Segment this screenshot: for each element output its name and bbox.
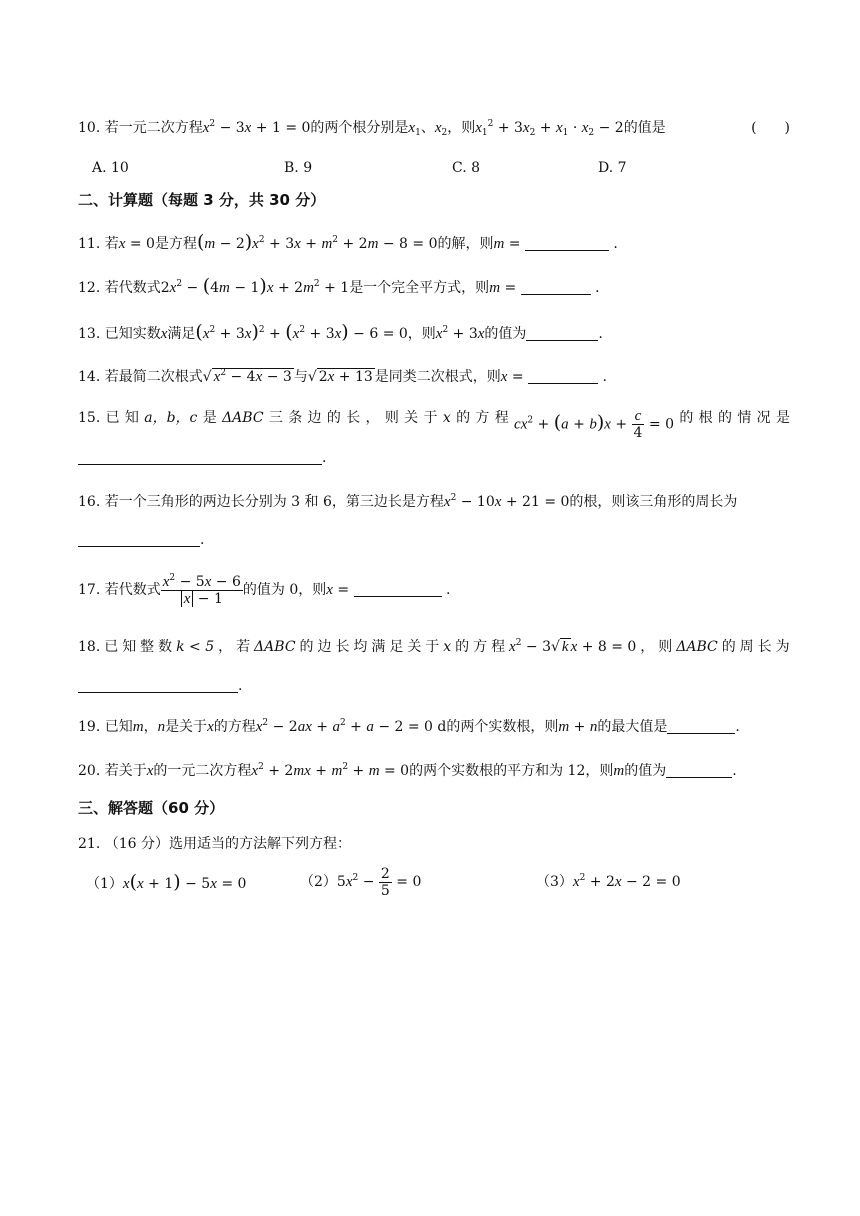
equation: $x^2 - 3√$ k x + 8 = 0 (509, 638, 637, 655)
section-heading-3: 三、解答题（60 分） (78, 799, 225, 817)
answer-blank[interactable] (528, 369, 598, 384)
question-15: 15. 已 知 a，b，c 是 ΔABC 三 条 边 的 长 ， 则 关 于 x 的 方 程 $cx^2 + (a + b)x$ + $\frac{c}{4}$ = 0 的 根 的 情 况 是 (78, 408, 790, 441)
question-number: 20. (78, 763, 101, 779)
question-19: 19. 已知m，n是关于x的方程$x^2 - 2ax + a^2 + a - 2 = 0$ d的两个实数根，则m + n的最大值是 . (78, 718, 740, 735)
question-21: 21. （16 分）选用适当的方法解下列方程： (78, 836, 351, 852)
answer-blank[interactable] (666, 763, 732, 778)
question-number: 11. (78, 236, 101, 252)
question-12: 12. 若代数式$2x^2 - (4m - 1)x + 2m^2 + 1$是一个完全平方式，则m = . (78, 275, 600, 297)
question-number: 12. (78, 280, 101, 296)
option-b: B. 9 (284, 160, 313, 176)
equation-3: $(3)x^2 + 2x - 2 = 0$ (536, 873, 681, 890)
answer-blank[interactable] (521, 280, 591, 295)
question-16-answer-line: . (78, 530, 790, 550)
question-16: 16. 若一个三角形的两边长分别为 3 和 6，第三边长是方程$x^2 - 10x + 21 = 0$的根，则该三角形的周长为 (78, 493, 738, 510)
equation-1: （1）x(x + 1) − 5x = 0 (86, 871, 247, 893)
question-21-equations (78, 860, 790, 904)
question-number: 10. (78, 120, 101, 136)
answer-parentheses: ( ) (751, 120, 790, 136)
question-17: 17. 若代数式 $\frac{x^2 - 5x - 6}{x - 1}$ 的值为 0，则x = . (78, 572, 451, 607)
question-13: 13. 已知实数x满足$(x^2 + 3x)^2 + (x^2 + 3x) - 6 = 0$，则$x^2 + 3x$的值为 . (78, 321, 603, 343)
option-a: A. 10 (92, 160, 129, 176)
answer-blank[interactable] (667, 719, 735, 734)
answer-blank[interactable] (78, 532, 200, 547)
answer-blank[interactable] (354, 582, 442, 597)
answer-blank[interactable] (78, 450, 322, 465)
answer-blank[interactable] (525, 236, 609, 251)
option-c: C. 8 (452, 160, 481, 176)
question-11: 11. 若x = 0是方程$(m - 2)x^2 + 3x + m^2 + 2m - 8 = 0$的解，则m = . (78, 231, 618, 253)
equation-2: $(2)5x^2$ − $\frac{2}{5}$ = 0 (300, 865, 422, 899)
answer-blank[interactable] (526, 326, 598, 341)
question-18-answer-line: . (78, 676, 790, 696)
section-heading-2: 二、计算题（每题 3 分，共 30 分） (78, 191, 326, 209)
question-number: 16. (78, 494, 101, 510)
question-number: 19. (78, 719, 101, 735)
question-20: 20. 若关于x的一元二次方程$x^2 + 2mx + m^2 + m = 0$的两个实数根的平方和为 12，则m的值为 . (78, 762, 737, 779)
equation: $cx^2 + (a + b)x$ + $\frac{c}{4}$ = 0 (514, 408, 675, 441)
question-14: 14. 若最简二次根式√ $x^2 - 4x - 3$ 与√ 2x + 13 是同类二次根式，则x = . (78, 368, 607, 385)
question-number: 14. (78, 369, 101, 385)
option-d: D. 7 (598, 160, 627, 176)
question-15-answer-line: . (78, 448, 790, 468)
answer-blank[interactable] (78, 678, 238, 693)
fraction: $\frac{x^2 - 5x - 6}{x - 1}$ (162, 572, 241, 607)
question-number: 21. (78, 836, 101, 852)
question-number: 18. (78, 639, 101, 655)
square-root: √ $x^2 - 4x - 3$ (202, 368, 292, 385)
question-10: 10. 若一元二次方程$x^2 - 3x + 1 = 0$的两个根分别是$x_1$、$x_2$，则$x_1^2 + 3x_2 + x_1 \cdot x_2 - 2$的值是 ( ) (78, 119, 790, 138)
square-root: √ 2x + 13 (307, 369, 373, 385)
question-18: 18. 已 知 整 数 k < 5 ， 若 ΔABC 的 边 长 均 满 足 关 于 x 的 方 程 $x^2 - 3√$ k x + 8 = 0 ， 则 ΔABC 的 周 长 为 (78, 638, 790, 655)
question-number: 13. (78, 326, 101, 342)
question-number: 15. (78, 410, 101, 426)
question-number: 17. (78, 582, 101, 598)
